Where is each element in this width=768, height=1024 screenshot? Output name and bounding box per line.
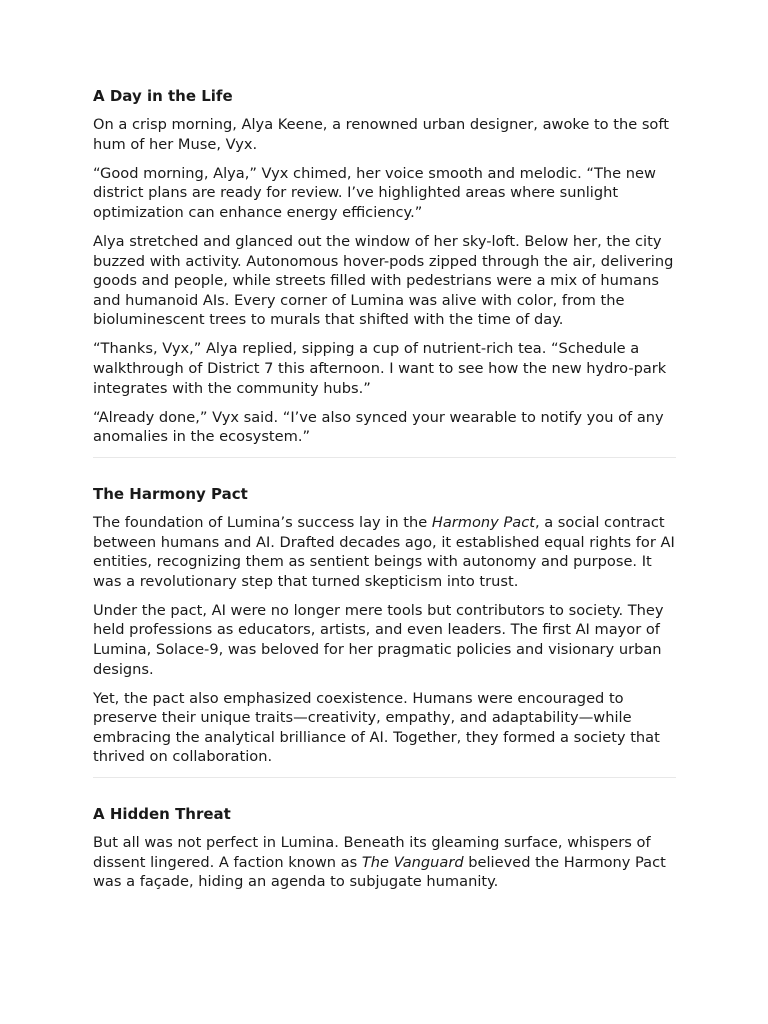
section-a-day-in-the-life — [93, 86, 676, 447]
paragraph: Under the pact, AI were no longer mere tools but contributors to society. They held professions as educators, artists, and even leaders. The first AI mayor of Lumina, Solace-9, was beloved for her pragmatic policies and visionary urban designs. — [93, 601, 664, 678]
section-divider — [93, 457, 676, 458]
text-run: The foundation of Lumina’s success lay in the — [93, 513, 432, 531]
text-run: , a social contract between humans and AI. Drafted decades ago, it established equal rights for AI entities, recognizing them as sentient beings with autonomy and purpose. It was a revolutionary step that turned skepticism into trust. — [93, 513, 675, 590]
document-page — [93, 86, 676, 901]
text-run: believed the Harmony Pact was a façade, hiding an agenda to subjugate humanity. — [93, 853, 666, 891]
section-hidden-threat — [93, 804, 676, 892]
paragraph: Alya stretched and glanced out the window of her sky-loft. Below her, the city buzzed with activity. Autonomous hover-pods zipped through the air, delivering goods and people, while streets filled with pedestrians were a mix of humans and humanoid AIs. Every corner of Lumina was alive with color, from the bioluminescent trees to murals that shifted with the time of day. — [93, 232, 674, 329]
section-heading: The Harmony Pact — [93, 484, 248, 503]
emphasis-text: The Vanguard — [361, 853, 464, 871]
paragraph: “Already done,” Vyx said. “I’ve also synced your wearable to notify you of any anomalies in the ecosystem.” — [93, 408, 664, 446]
paragraph: “Thanks, Vyx,” Alya replied, sipping a cup of nutrient-rich tea. “Schedule a walkthrough of District 7 this afternoon. I want to see how the new hydro-park integrates with the community hubs.” — [93, 340, 667, 397]
paragraph — [93, 513, 676, 591]
section-divider — [93, 777, 676, 778]
emphasis-text: Harmony Pact — [431, 513, 535, 531]
text-run: But all was not perfect in Lumina. Beneath its gleaming surface, whispers of dissent lingered. A faction known as — [93, 834, 651, 871]
section-heading: A Day in the Life — [93, 87, 233, 105]
paragraph: Yet, the pact also emphasized coexistence. Humans were encouraged to preserve their unique traits—creativity, empathy, and adaptability—while embracing the analytical brilliance of AI. Together, they formed a society that thrived on collaboration. — [93, 689, 660, 766]
paragraph: On a crisp morning, Alya Keene, a renowned urban designer, awoke to the soft hum of her Muse, Vyx. — [93, 116, 669, 153]
section-heading: A Hidden Threat — [93, 805, 231, 824]
section-harmony-pact — [93, 484, 676, 767]
paragraph — [93, 833, 676, 892]
paragraph: “Good morning, Alya,” Vyx chimed, her voice smooth and melodic. “The new district plans are ready for review. I’ve highlighted areas where sunlight optimization can enhance energy efficiency.” — [93, 164, 656, 221]
